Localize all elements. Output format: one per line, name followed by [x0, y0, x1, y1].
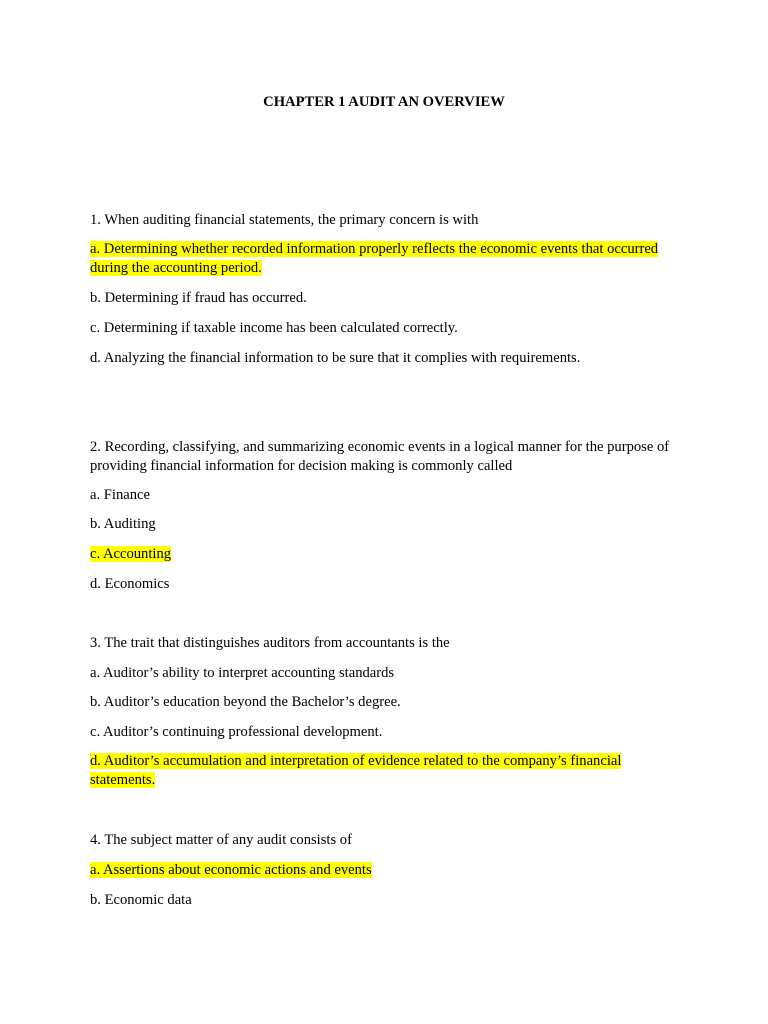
- question-1-option-b: b. Determining if fraud has occurred.: [90, 290, 307, 306]
- question-3-stem: 3. The trait that distinguishes auditors from accountants is the: [90, 635, 450, 651]
- question-3-option-b: b. Auditor’s education beyond the Bachelor’s degree.: [90, 694, 401, 710]
- question-2-option-d: d. Economics: [90, 576, 170, 592]
- question-2-option-c: [90, 545, 690, 564]
- answer-highlight: d. Auditor’s accumulation and interpretation of evidence related to the company’s financial statements.: [90, 753, 622, 788]
- page-title: CHAPTER 1 AUDIT AN OVERVIEW: [263, 94, 505, 110]
- question-4-option-b: b. Economic data: [90, 892, 192, 908]
- question-2-stem: 2. Recording, classifying, and summarizing economic events in a logical manner for the purpose of providing financial information for decision making is commonly called: [90, 439, 670, 474]
- question-1-stem: 1. When auditing financial statements, the primary concern is with: [90, 212, 479, 228]
- question-1-option-d: d. Analyzing the financial information to be sure that it complies with requirements.: [90, 350, 581, 366]
- question-3-option-d: [90, 752, 690, 790]
- answer-highlight: c. Accounting: [90, 546, 172, 562]
- question-2-option-a: a. Finance: [90, 487, 150, 503]
- question-1-option-a: [90, 240, 690, 278]
- question-4-stem: 4. The subject matter of any audit consists of: [90, 832, 352, 848]
- question-3-option-a: a. Auditor’s ability to interpret accounting standards: [90, 665, 395, 681]
- question-3-option-c: c. Auditor’s continuing professional development.: [90, 724, 383, 740]
- question-4-option-a: [90, 861, 690, 880]
- answer-highlight: a. Determining whether recorded information properly reflects the economic events that occurred during the accounting period.: [90, 241, 659, 276]
- answer-highlight: a. Assertions about economic actions and events: [90, 862, 372, 878]
- question-1-option-c: c. Determining if taxable income has been calculated correctly.: [90, 320, 458, 336]
- question-2-option-b: b. Auditing: [90, 516, 156, 532]
